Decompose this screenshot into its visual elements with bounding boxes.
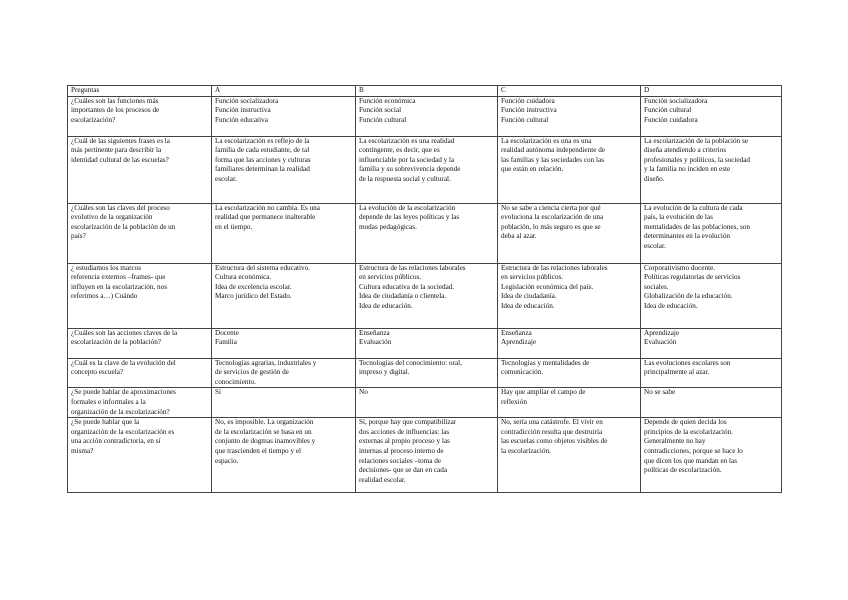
cell-text-line: Legislación económica del país. bbox=[501, 282, 594, 291]
cell-text-line: Función cultural bbox=[359, 115, 407, 124]
cell-text-line: La evolución de la cultura de cada bbox=[644, 203, 743, 212]
option-c-cell bbox=[498, 388, 641, 418]
cell-text-line: Estructura del sistema educativo. bbox=[215, 263, 311, 272]
cell-text-line: que están en relación. bbox=[501, 165, 564, 174]
option-c-cell bbox=[498, 418, 641, 493]
header-cell: D bbox=[641, 86, 782, 97]
option-b-cell bbox=[356, 136, 498, 203]
cell-text-line: Función cultural bbox=[501, 115, 549, 124]
question-cell bbox=[68, 418, 212, 493]
cell-text-line: país, la evolución de las bbox=[644, 213, 713, 222]
cell-text-line: Idea de educación. bbox=[501, 301, 555, 310]
cell-text-line: Enseñanza bbox=[359, 328, 390, 337]
cell-text-line: Las evoluciones escolares son bbox=[644, 358, 731, 367]
cell-text-line: Estructura de las relaciones laborales bbox=[501, 263, 608, 272]
cell-text-line: externas al propio proceso y las bbox=[359, 437, 450, 446]
cell-text-line: familia de cada estudiante, de tal bbox=[215, 146, 310, 155]
cell-text-line: Idea de excelencia escolar. bbox=[215, 282, 292, 291]
option-b-cell bbox=[356, 388, 498, 418]
cell-text-line: que trascienden el tiempo y el bbox=[215, 446, 302, 455]
cell-text-line: realidad escolar. bbox=[359, 475, 406, 484]
cell-text-line: ¿Cuáles son las acciones claves de la bbox=[71, 328, 178, 337]
cell-text-line: y la familia no inciden en este bbox=[644, 165, 731, 174]
cell-text-line: Función cultural bbox=[644, 106, 692, 115]
cell-text-line: evolutivo de la organización bbox=[71, 213, 153, 222]
table-row bbox=[68, 328, 782, 358]
cell-text-line: La escolarización es una es una bbox=[501, 136, 592, 145]
cell-text-line: de la escolarización se basa en un bbox=[215, 427, 312, 436]
cell-text-line: misma? bbox=[71, 446, 94, 455]
cell-text-line: Función educativa bbox=[215, 115, 268, 124]
cell-text-line: país? bbox=[71, 232, 86, 241]
option-b-cell bbox=[356, 358, 498, 388]
cell-text-line: realidad autónoma independiente de bbox=[501, 146, 605, 155]
header-cell: B bbox=[356, 86, 498, 97]
cell-text-line: espacio. bbox=[215, 456, 239, 465]
cell-text-line: escolarización? bbox=[71, 115, 116, 124]
cell-text-line: relaciones sociales –toma de bbox=[359, 456, 442, 465]
cell-text-line: realidad que permanece inalterable bbox=[215, 213, 316, 222]
cell-text-line: No, es imposible. La organización bbox=[215, 418, 314, 427]
cell-text-line: una acción contradictoria, en sí bbox=[71, 437, 161, 446]
option-c-cell bbox=[498, 136, 641, 203]
option-a-cell bbox=[212, 328, 356, 358]
option-d-cell bbox=[641, 96, 782, 136]
cell-text-line: identidad cultural de las escuelas? bbox=[71, 155, 169, 164]
cell-text-line: Función socializadora bbox=[644, 96, 708, 105]
header-cell: C bbox=[498, 86, 641, 97]
table-row bbox=[68, 263, 782, 328]
option-a-cell bbox=[212, 263, 356, 328]
cell-text-line: depende de las leyes políticas y las bbox=[359, 213, 460, 222]
option-c-cell bbox=[498, 358, 641, 388]
option-a-cell bbox=[212, 358, 356, 388]
cell-text-line: contradicciones, porque se hace lo bbox=[644, 446, 743, 455]
cell-text-line: Función social bbox=[359, 106, 402, 115]
question-cell bbox=[68, 136, 212, 203]
option-c-cell bbox=[498, 96, 641, 136]
cell-text-line: ¿Cuáles son las funciones más bbox=[71, 96, 159, 105]
option-c-cell bbox=[498, 328, 641, 358]
cell-text-line: ¿ estudiamos los marcos bbox=[71, 263, 142, 272]
cell-text-line: escolar. bbox=[215, 174, 237, 183]
cell-text-line: modas pedagógicas. bbox=[359, 222, 417, 231]
cell-text-line: Depende de quien decida los bbox=[644, 418, 727, 427]
cell-text-line: No se sabe bbox=[644, 388, 676, 397]
cell-text-line: Aprendizaje bbox=[644, 328, 680, 337]
cell-text-line: referencia externos –frames- que bbox=[71, 273, 166, 282]
cell-text-line: Estructura de las relaciones laborales bbox=[359, 263, 466, 272]
header-cell: A bbox=[212, 86, 356, 97]
cell-text-line: organización de la escolarización? bbox=[71, 407, 170, 416]
cell-text-line: determinantes en la evolución bbox=[644, 232, 731, 241]
cell-text-line: Cultura educativa de la sociedad. bbox=[359, 282, 455, 291]
cell-text-line: en servicios públicos. bbox=[501, 273, 564, 282]
cell-text-line: Tecnologías agrarias, industriales y bbox=[215, 358, 317, 367]
cell-text-line: Globalización de la educación. bbox=[644, 292, 733, 301]
cell-text-line: Tecnologías y mentalidades de bbox=[501, 358, 590, 367]
cell-text-line: Corporativismo docente. bbox=[644, 263, 716, 272]
question-cell bbox=[68, 388, 212, 418]
cell-text-line: escolarización de la población de un bbox=[71, 222, 176, 231]
cell-text-line: No, sería una catástrofe. El vivir en bbox=[501, 418, 603, 427]
cell-text-line: Evaluación bbox=[644, 338, 677, 347]
cell-text-line: principios de la escolarización. bbox=[644, 427, 734, 436]
cell-text-line: influyen en la escolarización, nos bbox=[71, 282, 167, 291]
cell-text-line: diseña atendiendo a criterios bbox=[644, 146, 727, 155]
cell-text-line: las escuelas como objetos visibles de bbox=[501, 437, 608, 446]
option-a-cell bbox=[212, 418, 356, 493]
cell-text-line: escolarización de la población? bbox=[71, 338, 161, 347]
cell-text-line: No bbox=[359, 388, 368, 397]
question-cell bbox=[68, 203, 212, 263]
cell-text-line: ¿Cuál de las siguientes frases es la bbox=[71, 136, 170, 145]
cell-text-line: Función cuidadora bbox=[644, 115, 698, 124]
cell-text-line: Idea de ciudadanía o clientela. bbox=[359, 292, 447, 301]
cell-text-line: Idea de ciudadanía. bbox=[501, 292, 557, 301]
cell-text-line: Enseñanza bbox=[501, 328, 532, 337]
option-b-cell bbox=[356, 418, 498, 493]
table-row bbox=[68, 136, 782, 203]
cell-text-line: Función instructiva bbox=[501, 106, 557, 115]
cell-text-line: Sí bbox=[215, 388, 221, 397]
cell-text-line: ¿Se puede hablar que la bbox=[71, 418, 140, 427]
cell-text-line: importantes de los procesos de bbox=[71, 106, 160, 115]
cell-text-line: La escolarización no cambia. Es una bbox=[215, 203, 320, 212]
cell-text-line: concepto escuela? bbox=[71, 368, 124, 377]
table-row bbox=[68, 203, 782, 263]
cell-text-line: que dicen los que mandan en las bbox=[644, 456, 738, 465]
option-d-cell bbox=[641, 203, 782, 263]
option-b-cell bbox=[356, 96, 498, 136]
cell-text-line: Aprendizaje bbox=[501, 338, 537, 347]
cell-text-line: profesionales y políticos, la sociedad bbox=[644, 155, 750, 164]
cell-text-line: organización de la escolarización es bbox=[71, 427, 175, 436]
table-row bbox=[68, 388, 782, 418]
cell-text-line: La escolarización de la población se bbox=[644, 136, 748, 145]
cell-text-line: familiares determinan la realidad bbox=[215, 165, 310, 174]
cell-text-line: formales e informales a la bbox=[71, 397, 146, 406]
cell-text-line: las familias y las sociedades con las bbox=[501, 155, 604, 164]
cell-text-line: Hay que ampliar el campo de bbox=[501, 388, 586, 397]
questions-table bbox=[67, 85, 782, 493]
option-c-cell bbox=[498, 263, 641, 328]
cell-text-line: más pertinente para describir la bbox=[71, 146, 162, 155]
cell-text-line: Función socializadora bbox=[215, 96, 279, 105]
cell-text-line: mentalidades de las poblaciones, son bbox=[644, 222, 750, 231]
cell-text-line: comunicación. bbox=[501, 368, 544, 377]
cell-text-line: de servicios de gestión de bbox=[215, 368, 289, 377]
cell-text-line: Docente bbox=[215, 328, 239, 337]
cell-text-line: sociales. bbox=[644, 282, 669, 291]
cell-text-line: reflexión bbox=[501, 397, 527, 406]
cell-text-line: forma que las acciones y culturas bbox=[215, 155, 311, 164]
cell-text-line: No se sabe a ciencia cierta por qué bbox=[501, 203, 601, 212]
cell-text-line: escolar. bbox=[644, 241, 666, 250]
cell-text-line: ¿Cuáles son las claves del proceso bbox=[71, 203, 170, 212]
cell-text-line: conjunto de dogmas inamovibles y bbox=[215, 437, 316, 446]
header-cell: Preguntas bbox=[68, 86, 212, 97]
option-c-cell bbox=[498, 203, 641, 263]
option-d-cell bbox=[641, 418, 782, 493]
table-header-row bbox=[68, 86, 782, 97]
cell-text-line: evoluciona la escolarización de una bbox=[501, 213, 604, 222]
cell-text-line: internas al proceso interno de bbox=[359, 446, 444, 455]
cell-text-line: ¿Cuál es la clave de la evolución del bbox=[71, 358, 176, 367]
question-cell bbox=[68, 263, 212, 328]
cell-text-line: conocimiento. bbox=[215, 377, 256, 386]
cell-text-line: influenciable por la sociedad y la bbox=[359, 155, 455, 164]
cell-text-line: dos acciones de influencias: las bbox=[359, 427, 450, 436]
cell-text-line: de la respuesta social y cultural. bbox=[359, 174, 451, 183]
cell-text-line: contradicción resulta que destruiría bbox=[501, 427, 603, 436]
cell-text-line: La evolución de la escolarización bbox=[359, 203, 456, 212]
option-b-cell bbox=[356, 328, 498, 358]
question-cell bbox=[68, 328, 212, 358]
cell-text-line: ¿Se puede hablar de aproximaciones bbox=[71, 388, 176, 397]
question-cell bbox=[68, 358, 212, 388]
option-d-cell bbox=[641, 136, 782, 203]
cell-text-line: referimos a…) Cuándo bbox=[71, 292, 138, 301]
question-cell bbox=[68, 96, 212, 136]
option-a-cell bbox=[212, 96, 356, 136]
cell-text-line: La escolarización es una realidad bbox=[359, 136, 455, 145]
table-row bbox=[68, 418, 782, 493]
option-a-cell bbox=[212, 388, 356, 418]
cell-text-line: Evaluación bbox=[359, 338, 392, 347]
option-b-cell bbox=[356, 263, 498, 328]
option-d-cell bbox=[641, 358, 782, 388]
cell-text-line: Tecnologías del conocimiento: oral, bbox=[359, 358, 462, 367]
option-b-cell bbox=[356, 203, 498, 263]
cell-text-line: políticas de escolarización. bbox=[644, 466, 722, 475]
cell-text-line: Función cuidadora bbox=[501, 96, 555, 105]
cell-text-line: diseño. bbox=[644, 174, 665, 183]
cell-text-line: Sí, porque hay que compatibilizar bbox=[359, 418, 457, 427]
cell-text-line: decisiones- que se dan en cada bbox=[359, 466, 448, 475]
option-d-cell bbox=[641, 328, 782, 358]
cell-text-line: principalmente al azar. bbox=[644, 368, 710, 377]
cell-text-line: Marco jurídico del Estado. bbox=[215, 292, 292, 301]
cell-text-line: Función económica bbox=[359, 96, 416, 105]
option-d-cell bbox=[641, 388, 782, 418]
cell-text-line: La escolarización es reflejo de la bbox=[215, 136, 310, 145]
cell-text-line: familia y su sobrevivencia depende bbox=[359, 165, 461, 174]
option-d-cell bbox=[641, 263, 782, 328]
table-row bbox=[68, 358, 782, 388]
cell-text-line: Idea de educación. bbox=[359, 301, 413, 310]
cell-text-line: Políticas regulatorias de servicios bbox=[644, 273, 741, 282]
cell-text-line: Familia bbox=[215, 338, 237, 347]
cell-text-line: la escolarización. bbox=[501, 446, 551, 455]
cell-text-line: impreso y digital. bbox=[359, 368, 410, 377]
cell-text-line: Generalmente no hay bbox=[644, 437, 706, 446]
cell-text-line: Cultura económica. bbox=[215, 273, 272, 282]
cell-text-line: Idea de educación. bbox=[644, 301, 698, 310]
option-a-cell bbox=[212, 136, 356, 203]
table-row bbox=[68, 96, 782, 136]
cell-text-line: en el tiempo. bbox=[215, 222, 253, 231]
cell-text-line: contingente, es decir, que es bbox=[359, 146, 440, 155]
cell-text-line: deba al azar. bbox=[501, 232, 537, 241]
cell-text-line: Función instructiva bbox=[215, 106, 271, 115]
cell-text-line: en servicios públicos. bbox=[359, 273, 422, 282]
option-a-cell bbox=[212, 203, 356, 263]
cell-text-line: población, lo más seguro es que se bbox=[501, 222, 601, 231]
